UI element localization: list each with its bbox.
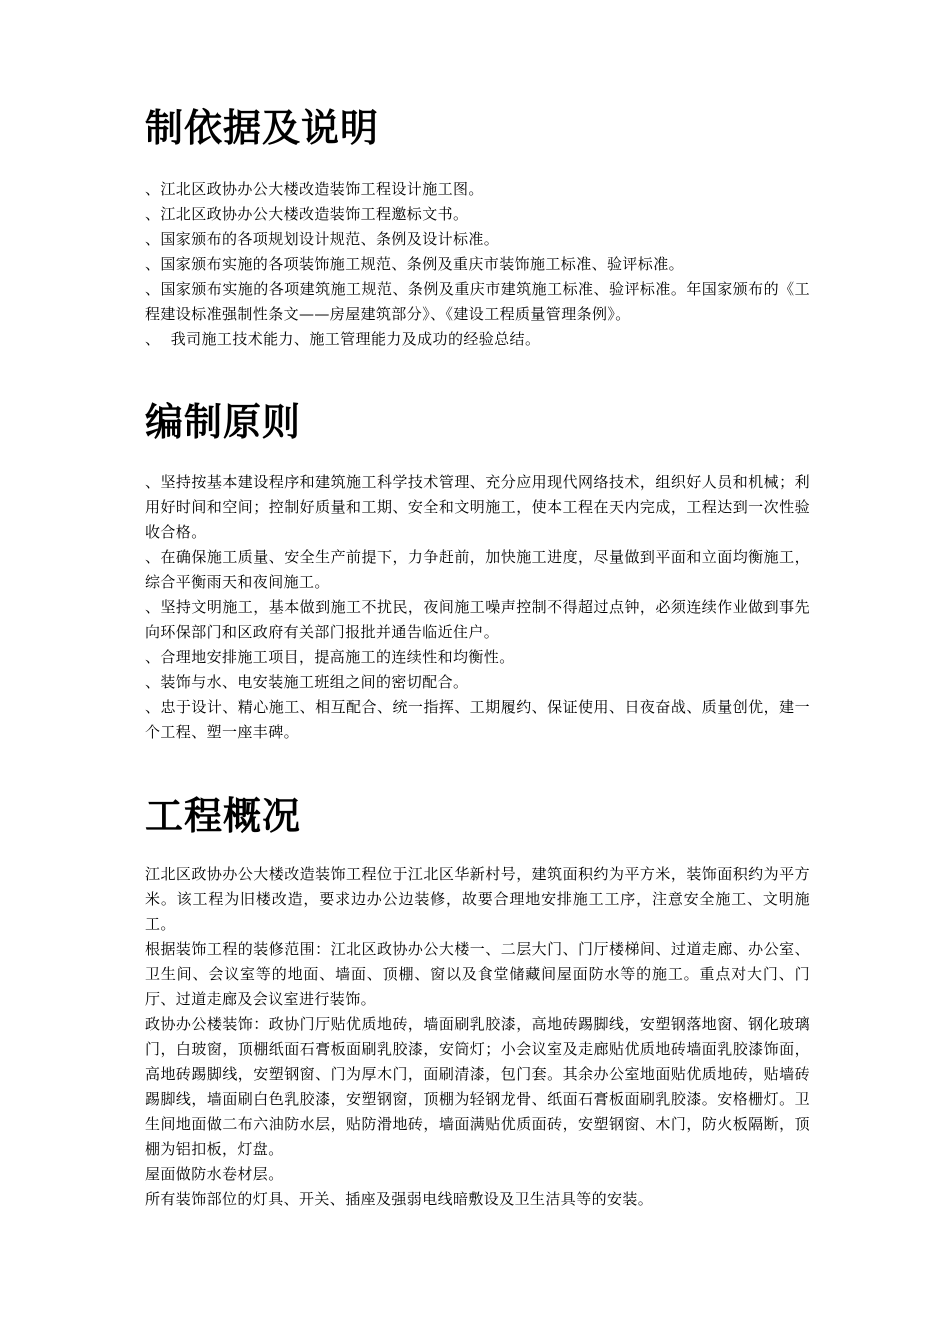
paragraph: 、国家颁布实施的各项装饰施工规范、条例及重庆市装饰施工标准、验评标准。 bbox=[145, 255, 685, 273]
paragraph: 江北区政协办公大楼改造装饰工程位于江北区华新村号，建筑面积约为平方米，装饰面积约为平方米。该工程为旧楼改造，要求边办公边装修，故要合理地安排施工工序，注意安全施工、文明施工。 bbox=[145, 865, 810, 933]
section-body-principles bbox=[145, 470, 810, 745]
section-body-basis bbox=[145, 177, 810, 352]
paragraph: 、 我司施工技术能力、施工管理能力及成功的经验总结。 bbox=[145, 330, 541, 348]
paragraph: 政协办公楼装饰：政协门厅贴优质地砖，墙面刷乳胶漆，高地砖踢脚线，安塑钢落地窗、钢化玻璃门，白玻窗，顶棚纸面石膏板面刷乳胶漆，安筒灯；小会议室及走廊贴优质地砖墙面乳胶漆饰面，高地砖踢脚线，安塑钢窗、门为厚木门，面刷清漆，包门套。其余办公室地面贴优质地砖，贴墙砖踢脚线，墙面刷白色乳胶漆，安塑钢窗，顶棚为轻钢龙骨、纸面石膏板面刷乳胶漆。安格栅灯。卫生间地面做二布六油防水层，贴防滑地砖，墙面满贴优质面砖，安塑钢窗、木门，防火板隔断，顶棚为铝扣板，灯盘。 bbox=[145, 1015, 810, 1158]
paragraph: 、江北区政协办公大楼改造装饰工程邀标文书。 bbox=[145, 205, 469, 223]
section-heading-basis: 制依据及说明 bbox=[145, 106, 380, 150]
paragraph: 、江北区政协办公大楼改造装饰工程设计施工图。 bbox=[145, 180, 484, 198]
paragraph: 、国家颁布实施的各项建筑施工规范、条例及重庆市建筑施工标准、验评标准。年国家颁布的《工程建设标准强制性条文——房屋建筑部分》、《建设工程质量管理条例》。 bbox=[145, 280, 810, 323]
paragraph: 屋面做防水卷材层。 bbox=[145, 1165, 284, 1183]
section-heading-principles: 编制原则 bbox=[145, 400, 302, 444]
section-overview bbox=[145, 794, 810, 1212]
section-heading-overview: 工程概况 bbox=[145, 794, 302, 838]
section-basis bbox=[145, 106, 810, 352]
section-principles bbox=[145, 400, 810, 745]
paragraph: 、忠于设计、精心施工、相互配合、统一指挥、工期履约、保证使用、日夜奋战、质量创优，建一个工程、塑一座丰碑。 bbox=[145, 698, 810, 741]
paragraph: 、在确保施工质量、安全生产前提下，力争赶前，加快施工进度，尽量做到平面和立面均衡施工，综合平衡雨天和夜间施工。 bbox=[145, 548, 810, 591]
paragraph: 、坚持按基本建设程序和建筑施工科学技术管理、充分应用现代网络技术，组织好人员和机械；利用好时间和空间；控制好质量和工期、安全和文明施工，使本工程在天内完成，工程达到一次性验收合格。 bbox=[145, 473, 810, 541]
paragraph: 、国家颁布的各项规划设计规范、条例及设计标准。 bbox=[145, 230, 500, 248]
section-body-overview bbox=[145, 862, 810, 1212]
paragraph: 、坚持文明施工，基本做到施工不扰民，夜间施工噪声控制不得超过点钟，必须连续作业做到事先向环保部门和区政府有关部门报批并通告临近住户。 bbox=[145, 598, 810, 641]
paragraph: 、合理地安排施工项目，提高施工的连续性和均衡性。 bbox=[145, 648, 515, 666]
paragraph: 所有装饰部位的灯具、开关、插座及强弱电线暗敷设及卫生洁具等的安装。 bbox=[145, 1190, 654, 1208]
paragraph: 根据装饰工程的装修范围：江北区政协办公大楼一、二层大门、门厅楼梯间、过道走廊、办公室、卫生间、会议室等的地面、墙面、顶棚、窗以及食堂储藏间屋面防水等的施工。重点对大门、门厅、过道走廊及会议室进行装饰。 bbox=[145, 940, 810, 1008]
paragraph: 、装饰与水、电安装施工班组之间的密切配合。 bbox=[145, 673, 469, 691]
